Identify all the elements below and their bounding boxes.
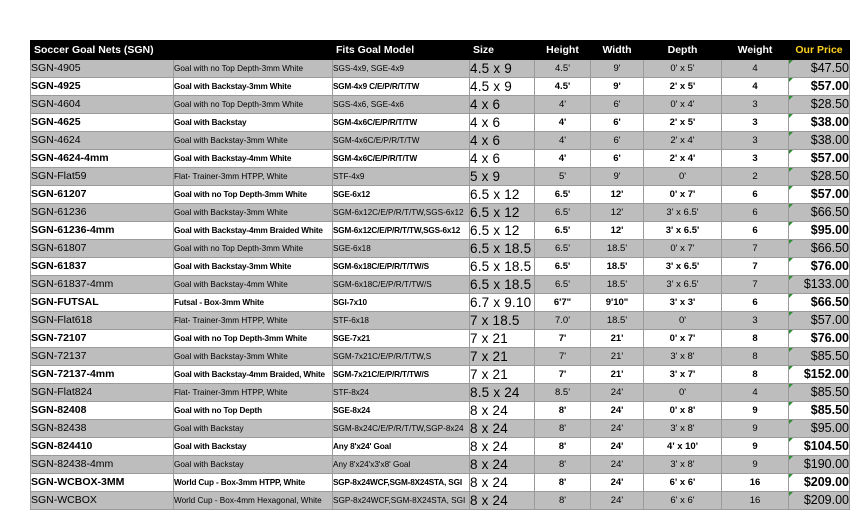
table-row (31, 204, 850, 222)
cell-price: $57.00 (789, 150, 850, 168)
cell-size: 8 x 24 (470, 402, 535, 420)
cell-price: $85.50 (789, 384, 850, 402)
cell-price: $85.50 (789, 402, 850, 420)
cell-product-code: SGN-824410 (31, 438, 174, 456)
header-row (31, 41, 850, 60)
cell-fits-model: SGP-8x24WCF,SGM-8X24STA, SGI (333, 474, 470, 492)
cell-width: 21' (591, 330, 644, 348)
cell-width: 24' (591, 402, 644, 420)
cell-price: $95.00 (789, 420, 850, 438)
cell-price: $38.00 (789, 132, 850, 150)
cell-width: 12' (591, 204, 644, 222)
cell-price: $47.50 (789, 60, 850, 78)
cell-product-code: SGN-4624-4mm (31, 150, 174, 168)
cell-depth: 2' x 5' (644, 78, 722, 96)
cell-description: Goal with Backstay-3mm White (174, 78, 333, 96)
cell-product-code: SGN-61837-4mm (31, 276, 174, 294)
cell-depth: 2' x 5' (644, 114, 722, 132)
cell-height: 4.5' (535, 60, 591, 78)
table-row (31, 150, 850, 168)
cell-price: $133.00 (789, 276, 850, 294)
cell-weight: 7 (722, 258, 789, 276)
cell-width: 24' (591, 474, 644, 492)
cell-product-code: SGN-Flat59 (31, 168, 174, 186)
cell-weight: 3 (722, 114, 789, 132)
cell-price: $66.50 (789, 204, 850, 222)
cell-width: 6' (591, 114, 644, 132)
table-row (31, 492, 850, 510)
cell-width: 24' (591, 456, 644, 474)
cell-height: 7' (535, 330, 591, 348)
cell-description: Goal with no Top Depth-3mm White (174, 330, 333, 348)
cell-depth: 3' x 8' (644, 456, 722, 474)
cell-size: 6.5 x 18.5 (470, 240, 535, 258)
cell-depth: 0' (644, 312, 722, 330)
cell-height: 4' (535, 150, 591, 168)
cell-depth: 0' x 7' (644, 330, 722, 348)
cell-price: $57.00 (789, 312, 850, 330)
cell-height: 8.5' (535, 384, 591, 402)
cell-depth: 3' x 6.5' (644, 222, 722, 240)
cell-weight: 9 (722, 420, 789, 438)
cell-size: 4 x 6 (470, 150, 535, 168)
cell-depth: 3' x 6.5' (644, 258, 722, 276)
cell-price: $209.00 (789, 492, 850, 510)
cell-fits-model: SGM-4x6C/E/P/R/T/TW (333, 150, 470, 168)
cell-description: Goal with Backstay-3mm White (174, 258, 333, 276)
cell-product-code: SGN-82408 (31, 402, 174, 420)
cell-height: 8' (535, 456, 591, 474)
cell-product-code: SGN-4905 (31, 60, 174, 78)
cell-height: 4' (535, 114, 591, 132)
cell-size: 7 x 21 (470, 366, 535, 384)
cell-height: 8' (535, 420, 591, 438)
table-row (31, 384, 850, 402)
cell-description: Futsal - Box-3mm White (174, 294, 333, 312)
cell-product-code: SGN-61236 (31, 204, 174, 222)
cell-height: 8' (535, 474, 591, 492)
cell-fits-model: SGE-6x12 (333, 186, 470, 204)
header-price: Our Price (789, 41, 850, 60)
cell-product-code: SGN-Flat824 (31, 384, 174, 402)
header-weight: Weight (722, 41, 789, 60)
price-table (30, 40, 850, 510)
cell-price: $57.00 (789, 78, 850, 96)
cell-weight: 6 (722, 204, 789, 222)
cell-depth: 6' x 6' (644, 492, 722, 510)
cell-size: 8 x 24 (470, 492, 535, 510)
cell-depth: 0' (644, 384, 722, 402)
cell-price: $95.00 (789, 222, 850, 240)
table-row (31, 348, 850, 366)
cell-fits-model: SGM-7x21C/E/P/R/T/TW,S (333, 348, 470, 366)
header-product: Soccer Goal Nets (SGN) (31, 41, 174, 60)
table-row (31, 222, 850, 240)
cell-description: Goal with no Top Depth-3mm White (174, 240, 333, 258)
cell-weight: 16 (722, 492, 789, 510)
cell-price: $38.00 (789, 114, 850, 132)
cell-fits-model: SGE-7x21 (333, 330, 470, 348)
cell-price: $76.00 (789, 330, 850, 348)
cell-weight: 6 (722, 186, 789, 204)
cell-price: $28.50 (789, 168, 850, 186)
cell-width: 12' (591, 222, 644, 240)
header-size: Size (470, 41, 535, 60)
cell-weight: 16 (722, 474, 789, 492)
cell-height: 4.5' (535, 78, 591, 96)
cell-width: 18.5' (591, 276, 644, 294)
cell-fits-model: SGM-4x9 C/E/P/R/T/TW (333, 78, 470, 96)
cell-width: 21' (591, 348, 644, 366)
cell-size: 6.5 x 18.5 (470, 276, 535, 294)
cell-weight: 2 (722, 168, 789, 186)
cell-size: 7 x 21 (470, 348, 535, 366)
cell-product-code: SGN-82438-4mm (31, 456, 174, 474)
cell-weight: 3 (722, 312, 789, 330)
table-row (31, 240, 850, 258)
cell-width: 24' (591, 384, 644, 402)
cell-weight: 6 (722, 294, 789, 312)
cell-description: Goal with Backstay-3mm White (174, 204, 333, 222)
cell-weight: 6 (722, 222, 789, 240)
cell-weight: 3 (722, 132, 789, 150)
cell-size: 5 x 9 (470, 168, 535, 186)
cell-fits-model: SGS-4x9, SGE-4x9 (333, 60, 470, 78)
cell-price: $57.00 (789, 186, 850, 204)
cell-size: 6.5 x 12 (470, 186, 535, 204)
cell-width: 9' (591, 60, 644, 78)
header-height: Height (535, 41, 591, 60)
cell-description: Goal with Backstay (174, 114, 333, 132)
cell-description: Goal with Backstay (174, 456, 333, 474)
cell-width: 9'10" (591, 294, 644, 312)
cell-depth: 0' (644, 168, 722, 186)
cell-depth: 3' x 6.5' (644, 276, 722, 294)
table-row (31, 312, 850, 330)
table-row (31, 456, 850, 474)
table-row (31, 258, 850, 276)
cell-width: 18.5' (591, 240, 644, 258)
cell-depth: 3' x 8' (644, 348, 722, 366)
cell-price: $66.50 (789, 240, 850, 258)
cell-height: 6.5' (535, 186, 591, 204)
cell-height: 5' (535, 168, 591, 186)
cell-height: 6.5' (535, 204, 591, 222)
cell-height: 6.5' (535, 258, 591, 276)
cell-description: Goal with Backstay-4mm Braided White (174, 222, 333, 240)
table-row (31, 474, 850, 492)
cell-width: 9' (591, 78, 644, 96)
cell-height: 7' (535, 348, 591, 366)
cell-product-code: SGN-61207 (31, 186, 174, 204)
cell-weight: 9 (722, 456, 789, 474)
table-row (31, 438, 850, 456)
cell-fits-model: SGE-8x24 (333, 402, 470, 420)
cell-size: 8 x 24 (470, 438, 535, 456)
cell-price: $190.00 (789, 456, 850, 474)
cell-fits-model: SGM-7x21C/E/P/R/T/TW/S (333, 366, 470, 384)
header-fits-model: Fits Goal Model (333, 41, 470, 60)
table-row (31, 186, 850, 204)
cell-height: 6.5' (535, 240, 591, 258)
cell-fits-model: SGS-4x6, SGE-4x6 (333, 96, 470, 114)
cell-weight: 4 (722, 78, 789, 96)
cell-size: 4 x 6 (470, 96, 535, 114)
cell-depth: 0' x 4' (644, 96, 722, 114)
cell-fits-model: SGP-8x24WCF,SGM-8X24STA, SGI (333, 492, 470, 510)
cell-description: World Cup - Box-4mm Hexagonal, White (174, 492, 333, 510)
cell-weight: 9 (722, 438, 789, 456)
cell-product-code: SGN-61236-4mm (31, 222, 174, 240)
cell-weight: 8 (722, 366, 789, 384)
cell-size: 8.5 x 24 (470, 384, 535, 402)
table-row (31, 96, 850, 114)
cell-size: 6.7 x 9.10 (470, 294, 535, 312)
cell-size: 8 x 24 (470, 420, 535, 438)
cell-weight: 3 (722, 150, 789, 168)
cell-description: Goal with no Top Depth-3mm White (174, 186, 333, 204)
cell-description: Goal with Backstay (174, 420, 333, 438)
table-row (31, 276, 850, 294)
cell-fits-model: STF-4x9 (333, 168, 470, 186)
cell-depth: 0' x 8' (644, 402, 722, 420)
table-row (31, 114, 850, 132)
cell-weight: 3 (722, 96, 789, 114)
cell-product-code: SGN-4624 (31, 132, 174, 150)
cell-product-code: SGN-4604 (31, 96, 174, 114)
cell-description: Goal with Backstay-3mm White (174, 348, 333, 366)
cell-fits-model: Any 8'x24'x3'x8' Goal (333, 456, 470, 474)
cell-product-code: SGN-WCBOX (31, 492, 174, 510)
cell-price: $209.00 (789, 474, 850, 492)
cell-width: 18.5' (591, 258, 644, 276)
cell-fits-model: SGM-6x18C/E/P/R/T/TW/S (333, 258, 470, 276)
cell-product-code: SGN-61807 (31, 240, 174, 258)
table-row (31, 132, 850, 150)
cell-size: 4.5 x 9 (470, 78, 535, 96)
cell-product-code: SGN-72137-4mm (31, 366, 174, 384)
table-row (31, 330, 850, 348)
cell-depth: 0' x 5' (644, 60, 722, 78)
cell-size: 6.5 x 12 (470, 222, 535, 240)
cell-weight: 7 (722, 240, 789, 258)
cell-weight: 7 (722, 276, 789, 294)
table-row (31, 294, 850, 312)
header-depth: Depth (644, 41, 722, 60)
cell-fits-model: SGM-6x18C/E/P/R/T/TW/S (333, 276, 470, 294)
cell-height: 4' (535, 96, 591, 114)
cell-fits-model: SGM-4x6C/E/P/R/T/TW (333, 132, 470, 150)
cell-description: Goal with Backstay-3mm White (174, 132, 333, 150)
cell-product-code: SGN-Flat618 (31, 312, 174, 330)
cell-description: Flat- Trainer-3mm HTPP, White (174, 168, 333, 186)
cell-description: World Cup - Box-3mm HTPP, White (174, 474, 333, 492)
header-width: Width (591, 41, 644, 60)
cell-description: Flat- Trainer-3mm HTPP, White (174, 384, 333, 402)
cell-depth: 3' x 8' (644, 420, 722, 438)
cell-width: 24' (591, 420, 644, 438)
header-description (174, 41, 333, 60)
cell-description: Goal with Backstay-4mm White (174, 276, 333, 294)
cell-depth: 3' x 6.5' (644, 204, 722, 222)
cell-depth: 2' x 4' (644, 150, 722, 168)
cell-size: 7 x 21 (470, 330, 535, 348)
cell-depth: 3' x 7' (644, 366, 722, 384)
cell-weight: 4 (722, 60, 789, 78)
cell-weight: 4 (722, 384, 789, 402)
cell-fits-model: STF-6x18 (333, 312, 470, 330)
cell-price: $76.00 (789, 258, 850, 276)
cell-size: 7 x 18.5 (470, 312, 535, 330)
cell-height: 7' (535, 366, 591, 384)
cell-size: 4 x 6 (470, 132, 535, 150)
cell-width: 9' (591, 168, 644, 186)
cell-width: 12' (591, 186, 644, 204)
cell-description: Goal with no Top Depth (174, 402, 333, 420)
cell-depth: 6' x 6' (644, 474, 722, 492)
cell-fits-model: Any 8'x24' Goal (333, 438, 470, 456)
cell-price: $66.50 (789, 294, 850, 312)
cell-product-code: SGN-72107 (31, 330, 174, 348)
cell-height: 8' (535, 438, 591, 456)
cell-fits-model: SGM-6x12C/E/P/R/T/TW,SGS-6x12 (333, 204, 470, 222)
cell-weight: 8 (722, 330, 789, 348)
cell-depth: 4' x 10' (644, 438, 722, 456)
cell-product-code: SGN-4925 (31, 78, 174, 96)
cell-description: Flat- Trainer-3mm HTPP, White (174, 312, 333, 330)
cell-product-code: SGN-WCBOX-3MM (31, 474, 174, 492)
cell-description: Goal with no Top Depth-3mm White (174, 96, 333, 114)
cell-height: 7.0' (535, 312, 591, 330)
table-row (31, 78, 850, 96)
cell-description: Goal with no Top Depth-3mm White (174, 60, 333, 78)
cell-width: 21' (591, 366, 644, 384)
table-row (31, 168, 850, 186)
table-row (31, 402, 850, 420)
cell-fits-model: STF-8x24 (333, 384, 470, 402)
cell-size: 8 x 24 (470, 456, 535, 474)
cell-depth: 0' x 7' (644, 240, 722, 258)
cell-product-code: SGN-72137 (31, 348, 174, 366)
cell-height: 6.5' (535, 222, 591, 240)
cell-width: 6' (591, 132, 644, 150)
cell-product-code: SGN-82438 (31, 420, 174, 438)
cell-size: 8 x 24 (470, 474, 535, 492)
cell-height: 6.5' (535, 276, 591, 294)
cell-fits-model: SGM-6x12C/E/P/R/T/TW,SGS-6x12 (333, 222, 470, 240)
cell-depth: 3' x 3' (644, 294, 722, 312)
cell-width: 24' (591, 438, 644, 456)
cell-height: 6'7" (535, 294, 591, 312)
cell-height: 8' (535, 402, 591, 420)
cell-fits-model: SGM-8x24C/E/P/R/T/TW,SGP-8x24 (333, 420, 470, 438)
cell-size: 6.5 x 12 (470, 204, 535, 222)
cell-width: 18.5' (591, 312, 644, 330)
cell-width: 6' (591, 150, 644, 168)
cell-size: 6.5 x 18.5 (470, 258, 535, 276)
table-row (31, 420, 850, 438)
cell-price: $104.50 (789, 438, 850, 456)
cell-product-code: SGN-4625 (31, 114, 174, 132)
cell-description: Goal with Backstay (174, 438, 333, 456)
cell-width: 6' (591, 96, 644, 114)
cell-description: Goal with Backstay-4mm Braided, White (174, 366, 333, 384)
cell-height: 4' (535, 132, 591, 150)
table-row (31, 60, 850, 78)
cell-weight: 9 (722, 402, 789, 420)
cell-fits-model: SGI-7x10 (333, 294, 470, 312)
table-row (31, 366, 850, 384)
cell-depth: 0' x 7' (644, 186, 722, 204)
cell-fits-model: SGM-4x6C/E/P/R/T/TW (333, 114, 470, 132)
cell-product-code: SGN-61837 (31, 258, 174, 276)
cell-size: 4.5 x 9 (470, 60, 535, 78)
cell-product-code: SGN-FUTSAL (31, 294, 174, 312)
cell-fits-model: SGE-6x18 (333, 240, 470, 258)
cell-depth: 2' x 4' (644, 132, 722, 150)
cell-height: 8' (535, 492, 591, 510)
cell-weight: 8 (722, 348, 789, 366)
cell-price: $85.50 (789, 348, 850, 366)
cell-description: Goal with Backstay-4mm White (174, 150, 333, 168)
cell-width: 24' (591, 492, 644, 510)
cell-size: 4 x 6 (470, 114, 535, 132)
cell-price: $152.00 (789, 366, 850, 384)
cell-price: $28.50 (789, 96, 850, 114)
